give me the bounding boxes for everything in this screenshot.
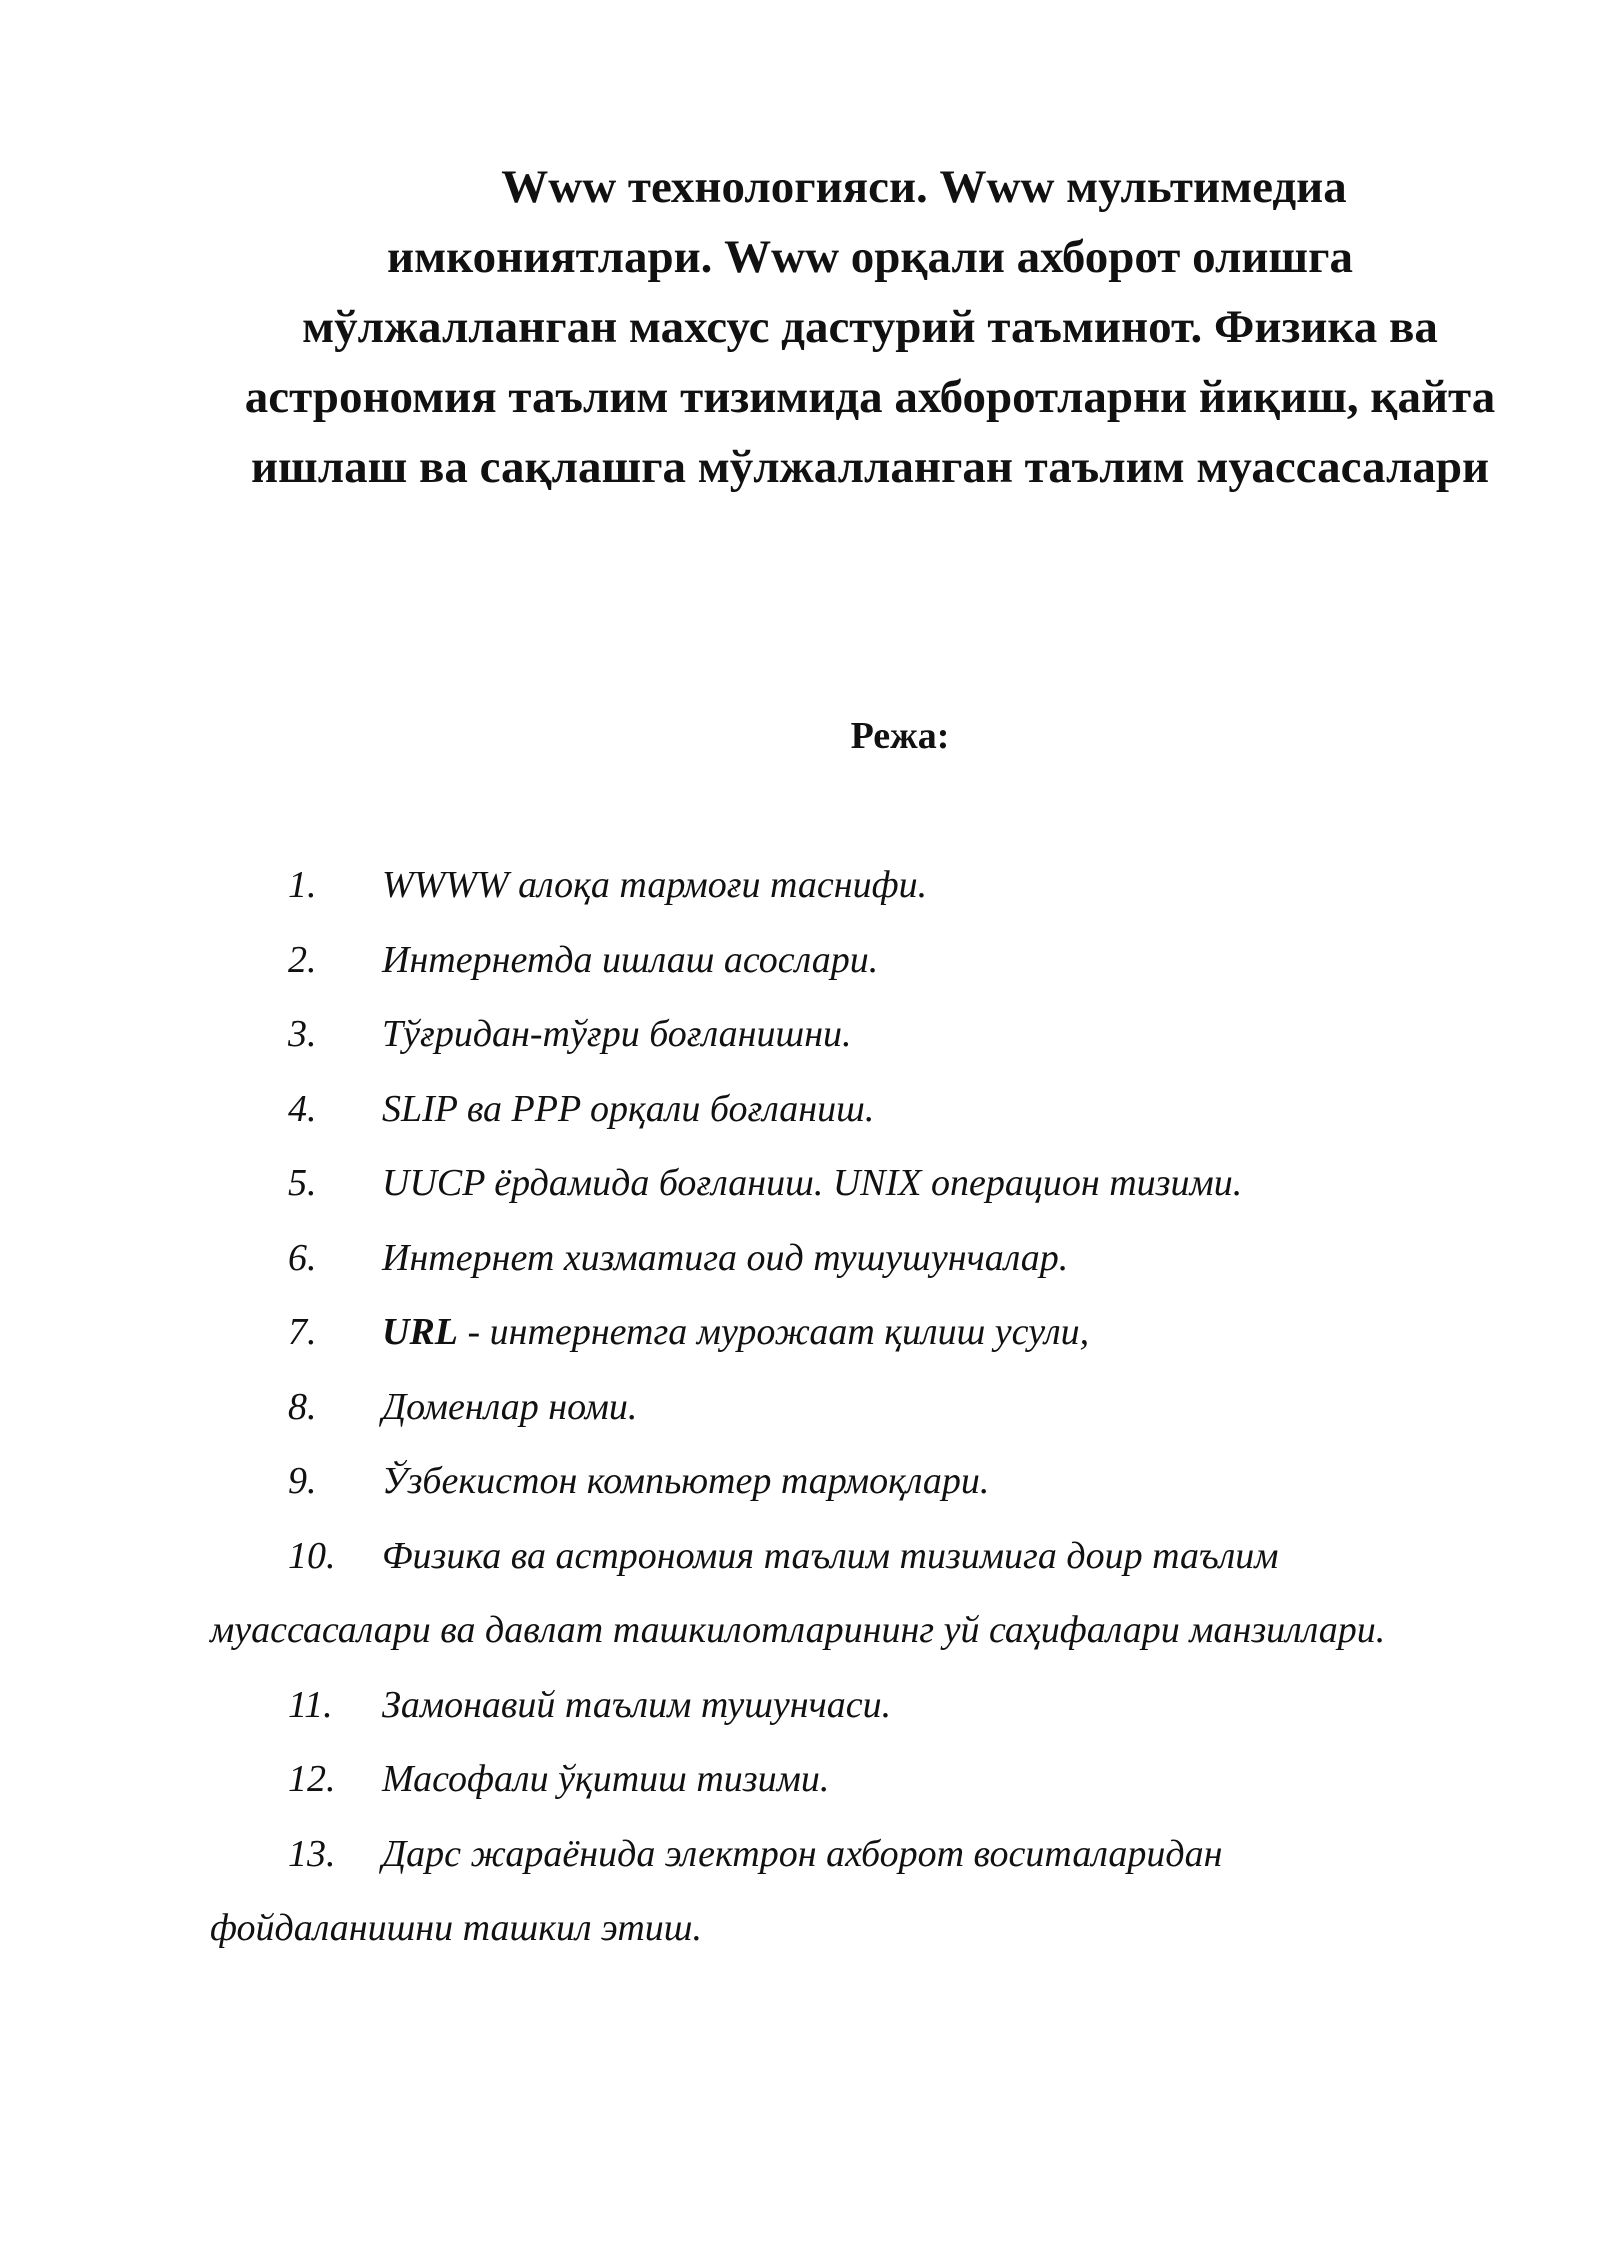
- plan-item: [210, 1668, 1450, 1743]
- plan-item: [210, 1519, 1450, 1668]
- plan-item: [210, 923, 1450, 998]
- plan-item-number: 12.: [288, 1758, 336, 1800]
- plan-item: [210, 1444, 1450, 1519]
- plan-item-number: 13.: [288, 1832, 336, 1875]
- plan-item-text: UUCP ёрдамида боғланиш. UNIX операцион тизими.: [382, 1162, 1243, 1204]
- plan-item-number: 9.: [288, 1460, 317, 1502]
- plan-item: [210, 1742, 1450, 1817]
- plan-item: [210, 1370, 1450, 1445]
- plan-item: [210, 1295, 1450, 1370]
- plan-item-number: 5.: [288, 1162, 317, 1204]
- plan-item-number: 11.: [288, 1683, 333, 1726]
- document-title: Www технологияси. Www мультимедиа имкониятлари. Www орқали ахборот олишга мўлжалланган махсус дастурий таъминот. Физика ва астрономия таълим тизимида ахборотларни йиқиш, қайта ишлаш ва сақлашга мўлжалланган таълим муассасалари: [244, 161, 1496, 493]
- plan-item-text: - интернетга мурожаат қилиш усули,: [458, 1311, 1090, 1353]
- plan-item-number: 1.: [288, 864, 317, 906]
- plan-item-text: Физика ва астрономия таълим тизимига доир таълим муассасалари ва давлат ташкилотларининг уй саҳифалари манзиллари.: [210, 1534, 1386, 1651]
- plan-item: [210, 1817, 1450, 1966]
- plan-heading: Режа:: [850, 715, 950, 757]
- plan-item-number: 4.: [288, 1087, 317, 1130]
- plan-item: [210, 1221, 1450, 1296]
- plan-item-number: 2.: [288, 938, 317, 981]
- plan-item-text: Дарс жараёнида электрон ахборот воситаларидан фойдаланишни ташкил этиш.: [210, 1832, 1223, 1949]
- plan-item-text: WWWW алоқа тармоғи таснифи.: [382, 864, 928, 906]
- plan-item-number: 10.: [288, 1534, 336, 1577]
- plan-item-number: 8.: [288, 1385, 317, 1428]
- plan-item: [210, 1072, 1450, 1147]
- plan-item: [210, 848, 1450, 923]
- plan-list: [210, 848, 1450, 1966]
- plan-item-text: Интернетда ишлаш асослари.: [382, 938, 879, 981]
- plan-item-text: Замонавий таълим тушунчаси.: [382, 1683, 892, 1726]
- plan-item-text: Ўзбекистон компьютер тармоқлари.: [382, 1460, 990, 1502]
- plan-item-text: Масофали ўқитиш тизими.: [382, 1758, 830, 1800]
- plan-item-number: 7.: [288, 1311, 317, 1353]
- plan-item-text: Интернет хизматига оид тушушунчалар.: [382, 1236, 1069, 1279]
- plan-item-strong-text: URL: [382, 1311, 458, 1353]
- plan-item-text: SLIP ва PPP орқали боғланиш.: [382, 1087, 875, 1130]
- plan-item: [210, 997, 1450, 1072]
- plan-item-number: 6.: [288, 1236, 317, 1279]
- plan-item-text: Доменлар номи.: [382, 1385, 638, 1428]
- plan-item-number: 3.: [288, 1013, 317, 1055]
- plan-item-text: Тўғридан-тўғри боғланишни.: [382, 1013, 852, 1055]
- plan-item: [210, 1146, 1450, 1221]
